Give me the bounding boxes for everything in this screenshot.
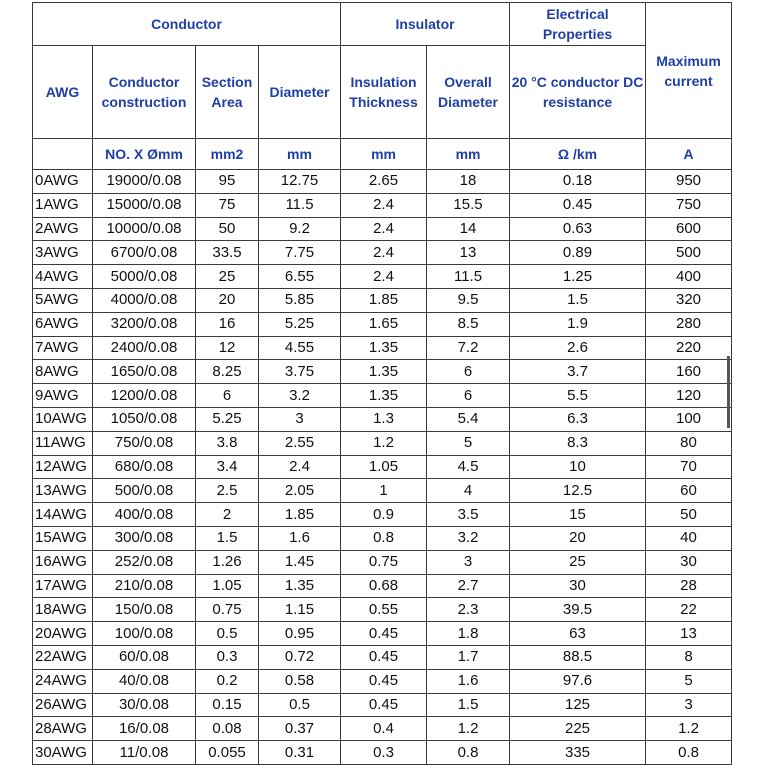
cell-construction: 60/0.08: [93, 645, 196, 669]
cell-awg: 18AWG: [33, 598, 93, 622]
cell-construction: 11/0.08: [93, 741, 196, 765]
table-row: [33, 669, 732, 693]
cell-awg: 1AWG: [33, 193, 93, 217]
cell-max-current: 120: [646, 384, 732, 408]
cell-insulation-thickness: 0.55: [341, 598, 427, 622]
cell-section-area: 50: [196, 217, 259, 241]
cell-max-current: 160: [646, 360, 732, 384]
unit-insulation-thickness: mm: [341, 139, 427, 170]
cell-section-area: 0.055: [196, 741, 259, 765]
cell-insulation-thickness: 0.75: [341, 550, 427, 574]
cell-diameter: 3.75: [259, 360, 341, 384]
table-row: [33, 217, 732, 241]
cell-diameter: 5.25: [259, 312, 341, 336]
table-row: [33, 741, 732, 765]
cell-awg: 14AWG: [33, 503, 93, 527]
cell-dc-resistance: 10: [510, 455, 646, 479]
table-row: [33, 717, 732, 741]
cell-section-area: 12: [196, 336, 259, 360]
table-row: [33, 598, 732, 622]
cell-dc-resistance: 88.5: [510, 645, 646, 669]
cell-dc-resistance: 25: [510, 550, 646, 574]
cell-max-current: 0.8: [646, 741, 732, 765]
group-header-conductor: Conductor: [33, 3, 341, 46]
unit-dc-resistance: Ω /km: [510, 139, 646, 170]
cell-dc-resistance: 5.5: [510, 384, 646, 408]
cell-max-current: 320: [646, 288, 732, 312]
cell-insulation-thickness: 0.45: [341, 622, 427, 646]
cell-section-area: 0.5: [196, 622, 259, 646]
cell-construction: 100/0.08: [93, 622, 196, 646]
cell-diameter: 0.95: [259, 622, 341, 646]
table-row: [33, 360, 732, 384]
cell-overall-diameter: 0.8: [427, 741, 510, 765]
cell-section-area: 6: [196, 384, 259, 408]
table-row: [33, 431, 732, 455]
unit-construction: NO. X Ømm: [93, 139, 196, 170]
cell-dc-resistance: 335: [510, 741, 646, 765]
cell-insulation-thickness: 1.85: [341, 288, 427, 312]
cell-awg: 5AWG: [33, 288, 93, 312]
cell-section-area: 1.05: [196, 574, 259, 598]
cell-awg: 8AWG: [33, 360, 93, 384]
cell-awg: 11AWG: [33, 431, 93, 455]
cell-dc-resistance: 15: [510, 503, 646, 527]
cell-section-area: 0.75: [196, 598, 259, 622]
cell-max-current: 50: [646, 503, 732, 527]
cell-section-area: 20: [196, 288, 259, 312]
table-body: [33, 170, 732, 765]
cell-awg: 4AWG: [33, 265, 93, 289]
cell-diameter: 2.55: [259, 431, 341, 455]
header-unit-row: [33, 139, 732, 170]
cell-insulation-thickness: 0.45: [341, 645, 427, 669]
cell-insulation-thickness: 1.2: [341, 431, 427, 455]
cell-awg: 15AWG: [33, 526, 93, 550]
cell-overall-diameter: 18: [427, 170, 510, 194]
cell-awg: 7AWG: [33, 336, 93, 360]
cell-overall-diameter: 3.5: [427, 503, 510, 527]
cell-section-area: 2: [196, 503, 259, 527]
cell-awg: 22AWG: [33, 645, 93, 669]
cell-overall-diameter: 1.8: [427, 622, 510, 646]
cell-max-current: 100: [646, 407, 732, 431]
cell-construction: 680/0.08: [93, 455, 196, 479]
cell-overall-diameter: 6: [427, 360, 510, 384]
cell-dc-resistance: 12.5: [510, 479, 646, 503]
cell-section-area: 75: [196, 193, 259, 217]
cell-section-area: 1.26: [196, 550, 259, 574]
cell-diameter: 1.15: [259, 598, 341, 622]
cell-awg: 26AWG: [33, 693, 93, 717]
scroll-indicator: [727, 356, 730, 428]
table-row: [33, 526, 732, 550]
table-row: [33, 336, 732, 360]
cell-diameter: 1.85: [259, 503, 341, 527]
cell-overall-diameter: 8.5: [427, 312, 510, 336]
table-row: [33, 574, 732, 598]
table-row: [33, 503, 732, 527]
cell-construction: 252/0.08: [93, 550, 196, 574]
cell-max-current: 80: [646, 431, 732, 455]
table-row: [33, 193, 732, 217]
cell-dc-resistance: 2.6: [510, 336, 646, 360]
cell-diameter: 0.58: [259, 669, 341, 693]
unit-awg-empty: [33, 139, 93, 170]
cell-construction: 300/0.08: [93, 526, 196, 550]
cell-insulation-thickness: 1.05: [341, 455, 427, 479]
cell-construction: 4000/0.08: [93, 288, 196, 312]
cell-section-area: 25: [196, 265, 259, 289]
cell-diameter: 7.75: [259, 241, 341, 265]
cell-overall-diameter: 6: [427, 384, 510, 408]
cell-dc-resistance: 1.5: [510, 288, 646, 312]
cell-max-current: 60: [646, 479, 732, 503]
cell-diameter: 3: [259, 407, 341, 431]
cell-dc-resistance: 0.45: [510, 193, 646, 217]
table-row: [33, 265, 732, 289]
cell-construction: 3200/0.08: [93, 312, 196, 336]
cell-insulation-thickness: 2.4: [341, 193, 427, 217]
cell-dc-resistance: 225: [510, 717, 646, 741]
group-header-insulator: Insulator: [341, 3, 510, 46]
cell-max-current: 22: [646, 598, 732, 622]
cell-section-area: 16: [196, 312, 259, 336]
cell-max-current: 500: [646, 241, 732, 265]
cell-diameter: 12.75: [259, 170, 341, 194]
cell-construction: 2400/0.08: [93, 336, 196, 360]
cell-max-current: 28: [646, 574, 732, 598]
cell-section-area: 3.4: [196, 455, 259, 479]
cell-awg: 12AWG: [33, 455, 93, 479]
unit-diameter: mm: [259, 139, 341, 170]
cell-construction: 40/0.08: [93, 669, 196, 693]
cell-overall-diameter: 2.7: [427, 574, 510, 598]
cell-section-area: 8.25: [196, 360, 259, 384]
cell-construction: 210/0.08: [93, 574, 196, 598]
cell-overall-diameter: 7.2: [427, 336, 510, 360]
cell-overall-diameter: 13: [427, 241, 510, 265]
cell-max-current: 1.2: [646, 717, 732, 741]
cell-dc-resistance: 3.7: [510, 360, 646, 384]
table-row: [33, 645, 732, 669]
cell-insulation-thickness: 0.4: [341, 717, 427, 741]
cell-insulation-thickness: 0.45: [341, 693, 427, 717]
cell-construction: 1650/0.08: [93, 360, 196, 384]
cell-awg: 10AWG: [33, 407, 93, 431]
table-row: [33, 479, 732, 503]
cell-insulation-thickness: 1.3: [341, 407, 427, 431]
cell-section-area: 0.08: [196, 717, 259, 741]
wire-spec-table-container: [32, 2, 732, 765]
cell-insulation-thickness: 0.45: [341, 669, 427, 693]
column-header-section-area: Section Area: [196, 46, 259, 139]
cell-diameter: 4.55: [259, 336, 341, 360]
cell-dc-resistance: 1.25: [510, 265, 646, 289]
cell-construction: 10000/0.08: [93, 217, 196, 241]
cell-max-current: 950: [646, 170, 732, 194]
cell-construction: 30/0.08: [93, 693, 196, 717]
cell-insulation-thickness: 0.8: [341, 526, 427, 550]
column-header-dc-resistance: 20 °C conductor DC resistance: [510, 46, 646, 139]
column-header-insulation-thickness: Insulation Thickness: [341, 46, 427, 139]
cell-dc-resistance: 39.5: [510, 598, 646, 622]
cell-diameter: 0.72: [259, 645, 341, 669]
cell-insulation-thickness: 1.65: [341, 312, 427, 336]
table-row: [33, 312, 732, 336]
cell-overall-diameter: 3.2: [427, 526, 510, 550]
cell-diameter: 3.2: [259, 384, 341, 408]
cell-section-area: 33.5: [196, 241, 259, 265]
cell-construction: 1200/0.08: [93, 384, 196, 408]
cell-dc-resistance: 97.6: [510, 669, 646, 693]
cell-construction: 500/0.08: [93, 479, 196, 503]
cell-diameter: 5.85: [259, 288, 341, 312]
table-row: [33, 693, 732, 717]
cell-dc-resistance: 20: [510, 526, 646, 550]
cell-section-area: 2.5: [196, 479, 259, 503]
cell-construction: 19000/0.08: [93, 170, 196, 194]
cell-construction: 400/0.08: [93, 503, 196, 527]
cell-dc-resistance: 6.3: [510, 407, 646, 431]
cell-diameter: 11.5: [259, 193, 341, 217]
cell-max-current: 70: [646, 455, 732, 479]
column-header-diameter: Diameter: [259, 46, 341, 139]
cell-awg: 9AWG: [33, 384, 93, 408]
cell-section-area: 95: [196, 170, 259, 194]
cell-max-current: 220: [646, 336, 732, 360]
cell-max-current: 3: [646, 693, 732, 717]
cell-insulation-thickness: 2.4: [341, 265, 427, 289]
cell-section-area: 0.2: [196, 669, 259, 693]
column-header-max-current: Maximum current: [646, 3, 732, 139]
cell-dc-resistance: 0.18: [510, 170, 646, 194]
cell-construction: 16/0.08: [93, 717, 196, 741]
cell-dc-resistance: 0.89: [510, 241, 646, 265]
cell-overall-diameter: 1.6: [427, 669, 510, 693]
column-header-awg: AWG: [33, 46, 93, 139]
cell-max-current: 13: [646, 622, 732, 646]
header-column-row: [33, 46, 732, 139]
cell-construction: 15000/0.08: [93, 193, 196, 217]
cell-section-area: 3.8: [196, 431, 259, 455]
cell-overall-diameter: 11.5: [427, 265, 510, 289]
cell-max-current: 600: [646, 217, 732, 241]
cell-awg: 30AWG: [33, 741, 93, 765]
cell-max-current: 40: [646, 526, 732, 550]
cell-overall-diameter: 9.5: [427, 288, 510, 312]
cell-insulation-thickness: 1.35: [341, 384, 427, 408]
cell-dc-resistance: 0.63: [510, 217, 646, 241]
cell-insulation-thickness: 1.35: [341, 336, 427, 360]
table-row: [33, 622, 732, 646]
cell-awg: 17AWG: [33, 574, 93, 598]
cell-insulation-thickness: 2.4: [341, 217, 427, 241]
cell-diameter: 2.4: [259, 455, 341, 479]
cell-dc-resistance: 125: [510, 693, 646, 717]
cell-insulation-thickness: 1: [341, 479, 427, 503]
cell-awg: 20AWG: [33, 622, 93, 646]
group-header-electrical: Electrical Properties: [510, 3, 646, 46]
cell-awg: 13AWG: [33, 479, 93, 503]
column-header-overall-diameter: Overall Diameter: [427, 46, 510, 139]
table-row: [33, 288, 732, 312]
cell-max-current: 280: [646, 312, 732, 336]
cell-overall-diameter: 4.5: [427, 455, 510, 479]
cell-max-current: 750: [646, 193, 732, 217]
cell-construction: 750/0.08: [93, 431, 196, 455]
cell-section-area: 5.25: [196, 407, 259, 431]
cell-awg: 16AWG: [33, 550, 93, 574]
cell-insulation-thickness: 0.68: [341, 574, 427, 598]
table-row: [33, 407, 732, 431]
cell-overall-diameter: 3: [427, 550, 510, 574]
cell-dc-resistance: 8.3: [510, 431, 646, 455]
cell-construction: 1050/0.08: [93, 407, 196, 431]
cell-awg: 3AWG: [33, 241, 93, 265]
cell-dc-resistance: 63: [510, 622, 646, 646]
cell-overall-diameter: 1.2: [427, 717, 510, 741]
cell-awg: 6AWG: [33, 312, 93, 336]
cell-max-current: 30: [646, 550, 732, 574]
table-row: [33, 241, 732, 265]
column-header-construction: Conductor construction: [93, 46, 196, 139]
cell-section-area: 0.15: [196, 693, 259, 717]
table-row: [33, 455, 732, 479]
unit-overall-diameter: mm: [427, 139, 510, 170]
cell-awg: 0AWG: [33, 170, 93, 194]
cell-insulation-thickness: 2.65: [341, 170, 427, 194]
cell-overall-diameter: 2.3: [427, 598, 510, 622]
cell-diameter: 9.2: [259, 217, 341, 241]
cell-overall-diameter: 4: [427, 479, 510, 503]
cell-construction: 150/0.08: [93, 598, 196, 622]
cell-dc-resistance: 30: [510, 574, 646, 598]
cell-insulation-thickness: 1.35: [341, 360, 427, 384]
cell-insulation-thickness: 0.9: [341, 503, 427, 527]
cell-max-current: 8: [646, 645, 732, 669]
cell-section-area: 1.5: [196, 526, 259, 550]
cell-insulation-thickness: 0.3: [341, 741, 427, 765]
cell-diameter: 0.5: [259, 693, 341, 717]
cell-overall-diameter: 5.4: [427, 407, 510, 431]
wire-spec-table: [32, 2, 732, 765]
cell-dc-resistance: 1.9: [510, 312, 646, 336]
cell-overall-diameter: 1.5: [427, 693, 510, 717]
table-row: [33, 384, 732, 408]
unit-section-area: mm2: [196, 139, 259, 170]
cell-diameter: 6.55: [259, 265, 341, 289]
cell-diameter: 2.05: [259, 479, 341, 503]
cell-diameter: 0.37: [259, 717, 341, 741]
cell-max-current: 5: [646, 669, 732, 693]
cell-insulation-thickness: 2.4: [341, 241, 427, 265]
cell-awg: 24AWG: [33, 669, 93, 693]
cell-construction: 5000/0.08: [93, 265, 196, 289]
cell-diameter: 1.35: [259, 574, 341, 598]
cell-construction: 6700/0.08: [93, 241, 196, 265]
header-group-row: [33, 3, 732, 46]
cell-max-current: 400: [646, 265, 732, 289]
cell-awg: 28AWG: [33, 717, 93, 741]
cell-overall-diameter: 14: [427, 217, 510, 241]
cell-overall-diameter: 1.7: [427, 645, 510, 669]
table-row: [33, 550, 732, 574]
cell-diameter: 1.6: [259, 526, 341, 550]
cell-overall-diameter: 5: [427, 431, 510, 455]
unit-max-current: A: [646, 139, 732, 170]
table-row: [33, 170, 732, 194]
cell-diameter: 1.45: [259, 550, 341, 574]
cell-overall-diameter: 15.5: [427, 193, 510, 217]
cell-diameter: 0.31: [259, 741, 341, 765]
cell-awg: 2AWG: [33, 217, 93, 241]
cell-section-area: 0.3: [196, 645, 259, 669]
